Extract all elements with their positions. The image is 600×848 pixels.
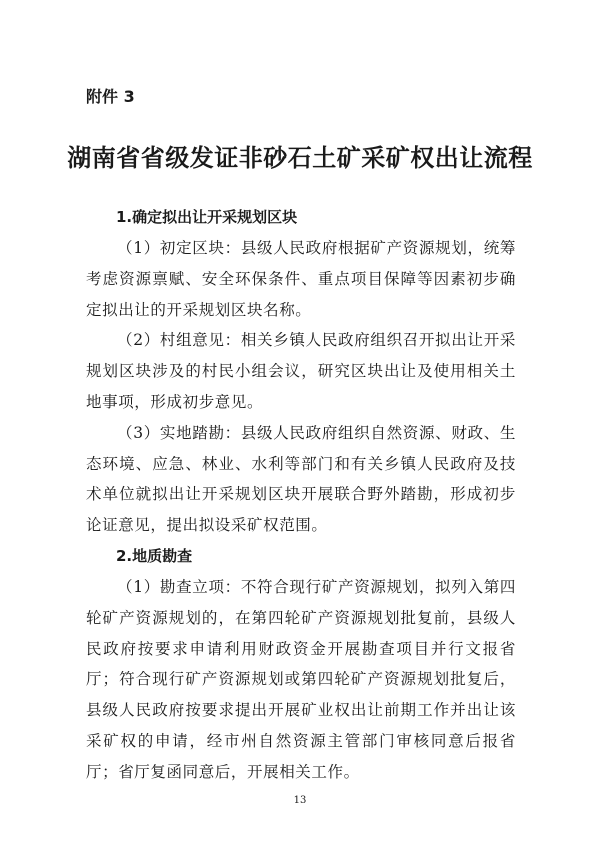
paragraph-1-1: （1）初定区块：县级人民政府根据矿产资源规划，统筹考虑资源禀赋、安全环保条件、重点项目保障等因素初步确定拟出让的开采规划区块名称。 [86,239,516,319]
attachment-label: 附件 3 [86,87,135,106]
paragraph-1-3: （3）实地踏勘：县级人民政府组织自然资源、财政、生态环境、应急、林业、水利等部门和有关乡镇人民政府及技术单位就拟出让开采规划区块开展联合野外踏勘，形成初步论证意见，提出拟设采矿权范围。 [86,423,516,535]
paragraph-2-1: （1）勘查立项：不符合现行矿产资源规划，拟列入第四轮矿产资源规划的，在第四轮矿产资源规划批复前，县级人民政府按要求申请利用财政资金开展勘查项目并行文报省厅；符合现行矿产资源规划或第四轮矿产资源规划批复后，县级人民政府按要求提出开展矿业权出让前期工作并出让该采矿权的申请，经市州自然资源主管部门审核同意后报省厅；省厅复函同意后，开展相关工作。 [86,577,516,781]
section-heading-1: 1.确定拟出让开采规划区块 [116,208,298,226]
document-body [86,202,516,788]
page-number: 13 [293,795,307,806]
document-title: 湖南省省级发证非砂石土矿采矿权出让流程 [67,143,533,172]
section-heading-2: 2.地质勘查 [116,546,193,565]
paragraph-1-2: （2）村组意见：相关乡镇人民政府组织召开拟出让开采规划区块涉及的村民小组会议，研究区块出让及使用相关土地事项，形成初步意见。 [86,331,516,411]
